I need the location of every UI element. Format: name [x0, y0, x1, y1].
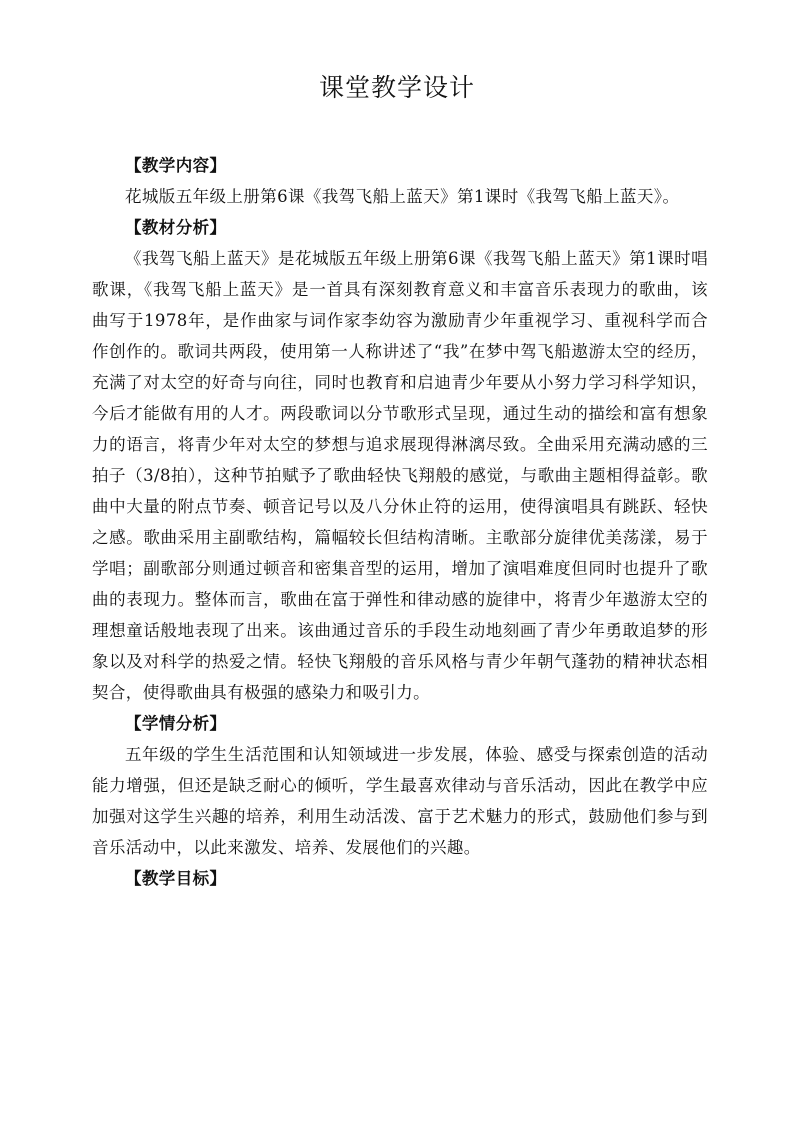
section-text-content: 花城版五年级上册第6课《我驾飞船上蓝天》第1课时《我驾飞船上蓝天》。: [125, 187, 680, 206]
section-heading-students: 【学情分析】: [125, 714, 227, 733]
section-text-material: 《我驾飞船上蓝天》是花城版五年级上册第6课《我驾飞船上蓝天》第1课时唱歌课，《我驾飞船上蓝天》是一首具有深刻教育意义和丰富音乐表现力的歌曲，该曲写于1978年，是作曲家与词作家李幼容为激励青少年重视学习、重视科学而合作创作的。歌词共两段，使用第一人称讲述了“我”在梦中驾飞船遨游太空的经历，充满了对太空的好奇与向往，同时也教育和启迪青少年要从小努力学习科学知识，今后才能做有用的人才。两段歌词以分节歌形式呈现，通过生动的描绘和富有想象力的语言，将青少年对太空的梦想与追求展现得淋漓尽致。全曲采用充满动感的三拍子（3/8拍），这种节拍赋予了歌曲轻快飞翔般的感觉，与歌曲主题相得益彰。歌曲中大量的附点节奏、顿音记号以及八分休止符的运用，使得演唱具有跳跃、轻快之感。歌曲采用主副歌结构，篇幅较长但结构清晰。主歌部分旋律优美荡漾，易于学唱；副歌部分则通过顿音和密集音型的运用，增加了演唱难度但同时也提升了歌曲的表现力。整体而言，歌曲在富于弹性和律动感的旋律中，将青少年遨游太空的理想童话般地表现了出来。该曲通过音乐的手段生动地刻画了青少年勇敢追梦的形象以及对科学的热爱之情。轻快飞翔般的音乐风格与青少年朝气蓬勃的精神状态相契合，使得歌曲具有极强的感染力和吸引力。: [92, 249, 708, 702]
section-text-students: 五年级的学生生活范围和认知领域进一步发展，体验、感受与探索创造的活动能力增强，但还是缺乏耐心的倾听，学生最喜欢律动与音乐活动，因此在教学中应加强对这学生兴趣的培养，利用生动活泼、富于艺术魅力的形式，鼓励他们参与到音乐活动中，以此来激发、培养、发展他们的兴趣。: [92, 745, 708, 857]
page-title: 课堂教学设计: [318, 73, 475, 102]
document-body: [92, 150, 708, 894]
section-heading-material: 【教材分析】: [125, 218, 227, 237]
section-heading-goals: 【教学目标】: [125, 869, 227, 888]
section-heading-content: 【教学内容】: [125, 156, 227, 175]
